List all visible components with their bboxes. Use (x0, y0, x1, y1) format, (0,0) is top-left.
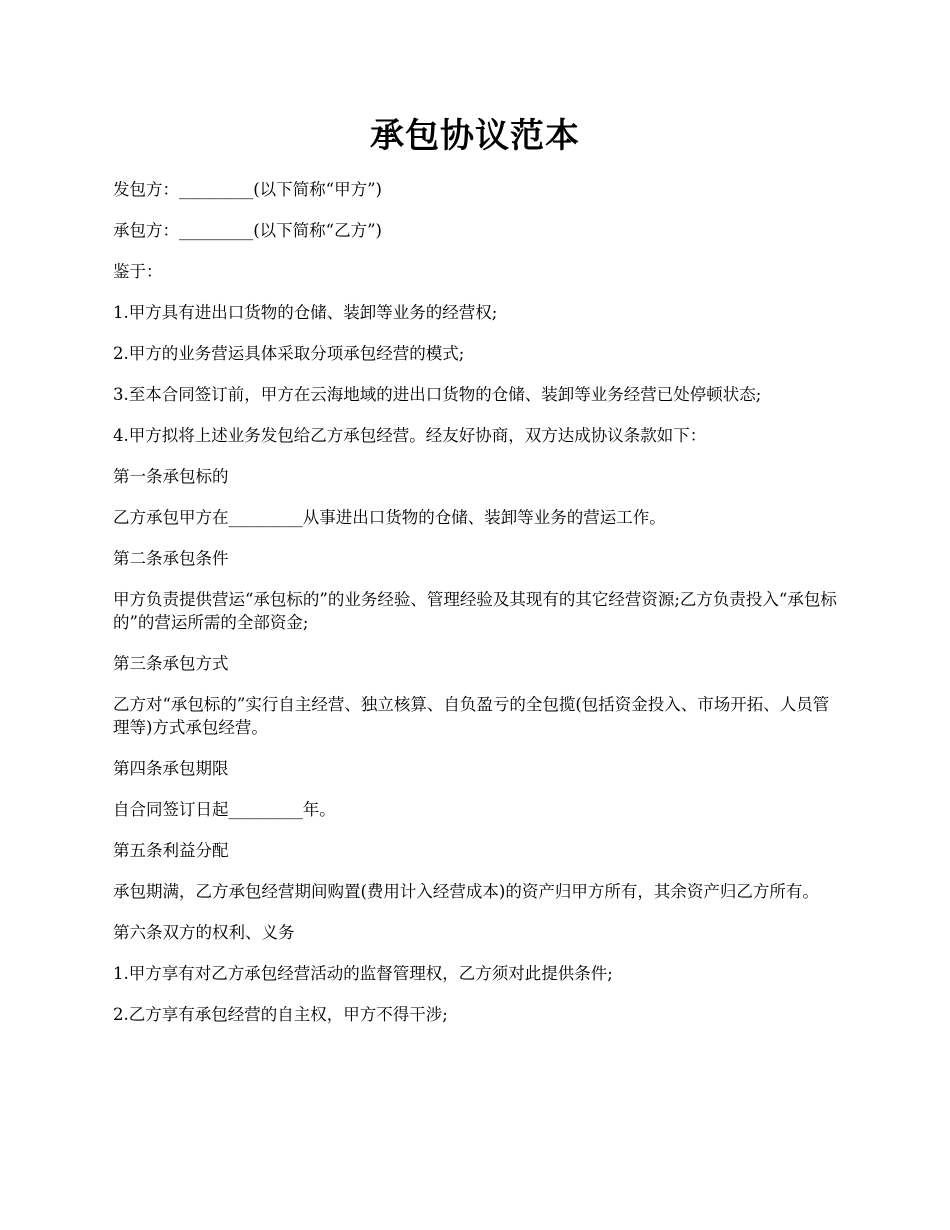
article-4-text: 自合同签订日起_________年。 (113, 800, 336, 819)
party-a-line: 发包方：_________(以下简称“甲方”) (113, 180, 382, 199)
whereas-heading: 鉴于： (113, 262, 163, 281)
article-6-item-2: 2.乙方享有承包经营的自主权，甲方不得干涉; (113, 1005, 448, 1024)
article-3-text: 乙方对“承包标的”实行自主经营、独立核算、自负盈亏的全包揽(包括资金投入、市场开拓、人员管理等)方式承包经营。 (113, 695, 830, 737)
document-body (113, 178, 843, 1044)
whereas-item-2: 2.甲方的业务营运具体采取分项承包经营的模式; (113, 344, 465, 363)
whereas-item-4: 4.甲方拟将上述业务发包给乙方承包经营。经友好协商，双方达成协议条款如下： (113, 426, 707, 445)
article-3-heading: 第三条承包方式 (113, 654, 229, 673)
article-2-text: 甲方负责提供营运“承包标的”的业务经验、管理经验及其现有的其它经营资源;乙方负责投入“承包标的”的营运所需的全部资金; (113, 590, 837, 632)
article-6-item-1: 1.甲方享有对乙方承包经营活动的监督管理权，乙方须对此提供条件; (113, 964, 613, 983)
article-1-text: 乙方承包甲方在_________从事进出口货物的仓储、装卸等业务的营运工作。 (113, 508, 666, 527)
whereas-item-1: 1.甲方具有进出口货物的仓储、装卸等业务的经营权; (113, 303, 498, 322)
article-5-text: 承包期满，乙方承包经营期间购置(费用计入经营成本)的资产归甲方所有，其余资产归乙方所有。 (113, 882, 819, 901)
article-1-heading: 第一条承包标的 (113, 467, 229, 486)
party-b-line: 承包方：_________(以下简称“乙方”) (113, 221, 382, 240)
document-title: 承包协议范本 (370, 116, 580, 156)
article-6-heading: 第六条双方的权利、义务 (113, 923, 295, 942)
article-5-heading: 第五条利益分配 (113, 841, 229, 860)
article-4-heading: 第四条承包期限 (113, 759, 229, 778)
whereas-item-3: 3.至本合同签订前，甲方在云海地域的进出口货物的仓储、装卸等业务经营已处停顿状态; (113, 385, 762, 404)
article-2-heading: 第二条承包条件 (113, 549, 229, 568)
